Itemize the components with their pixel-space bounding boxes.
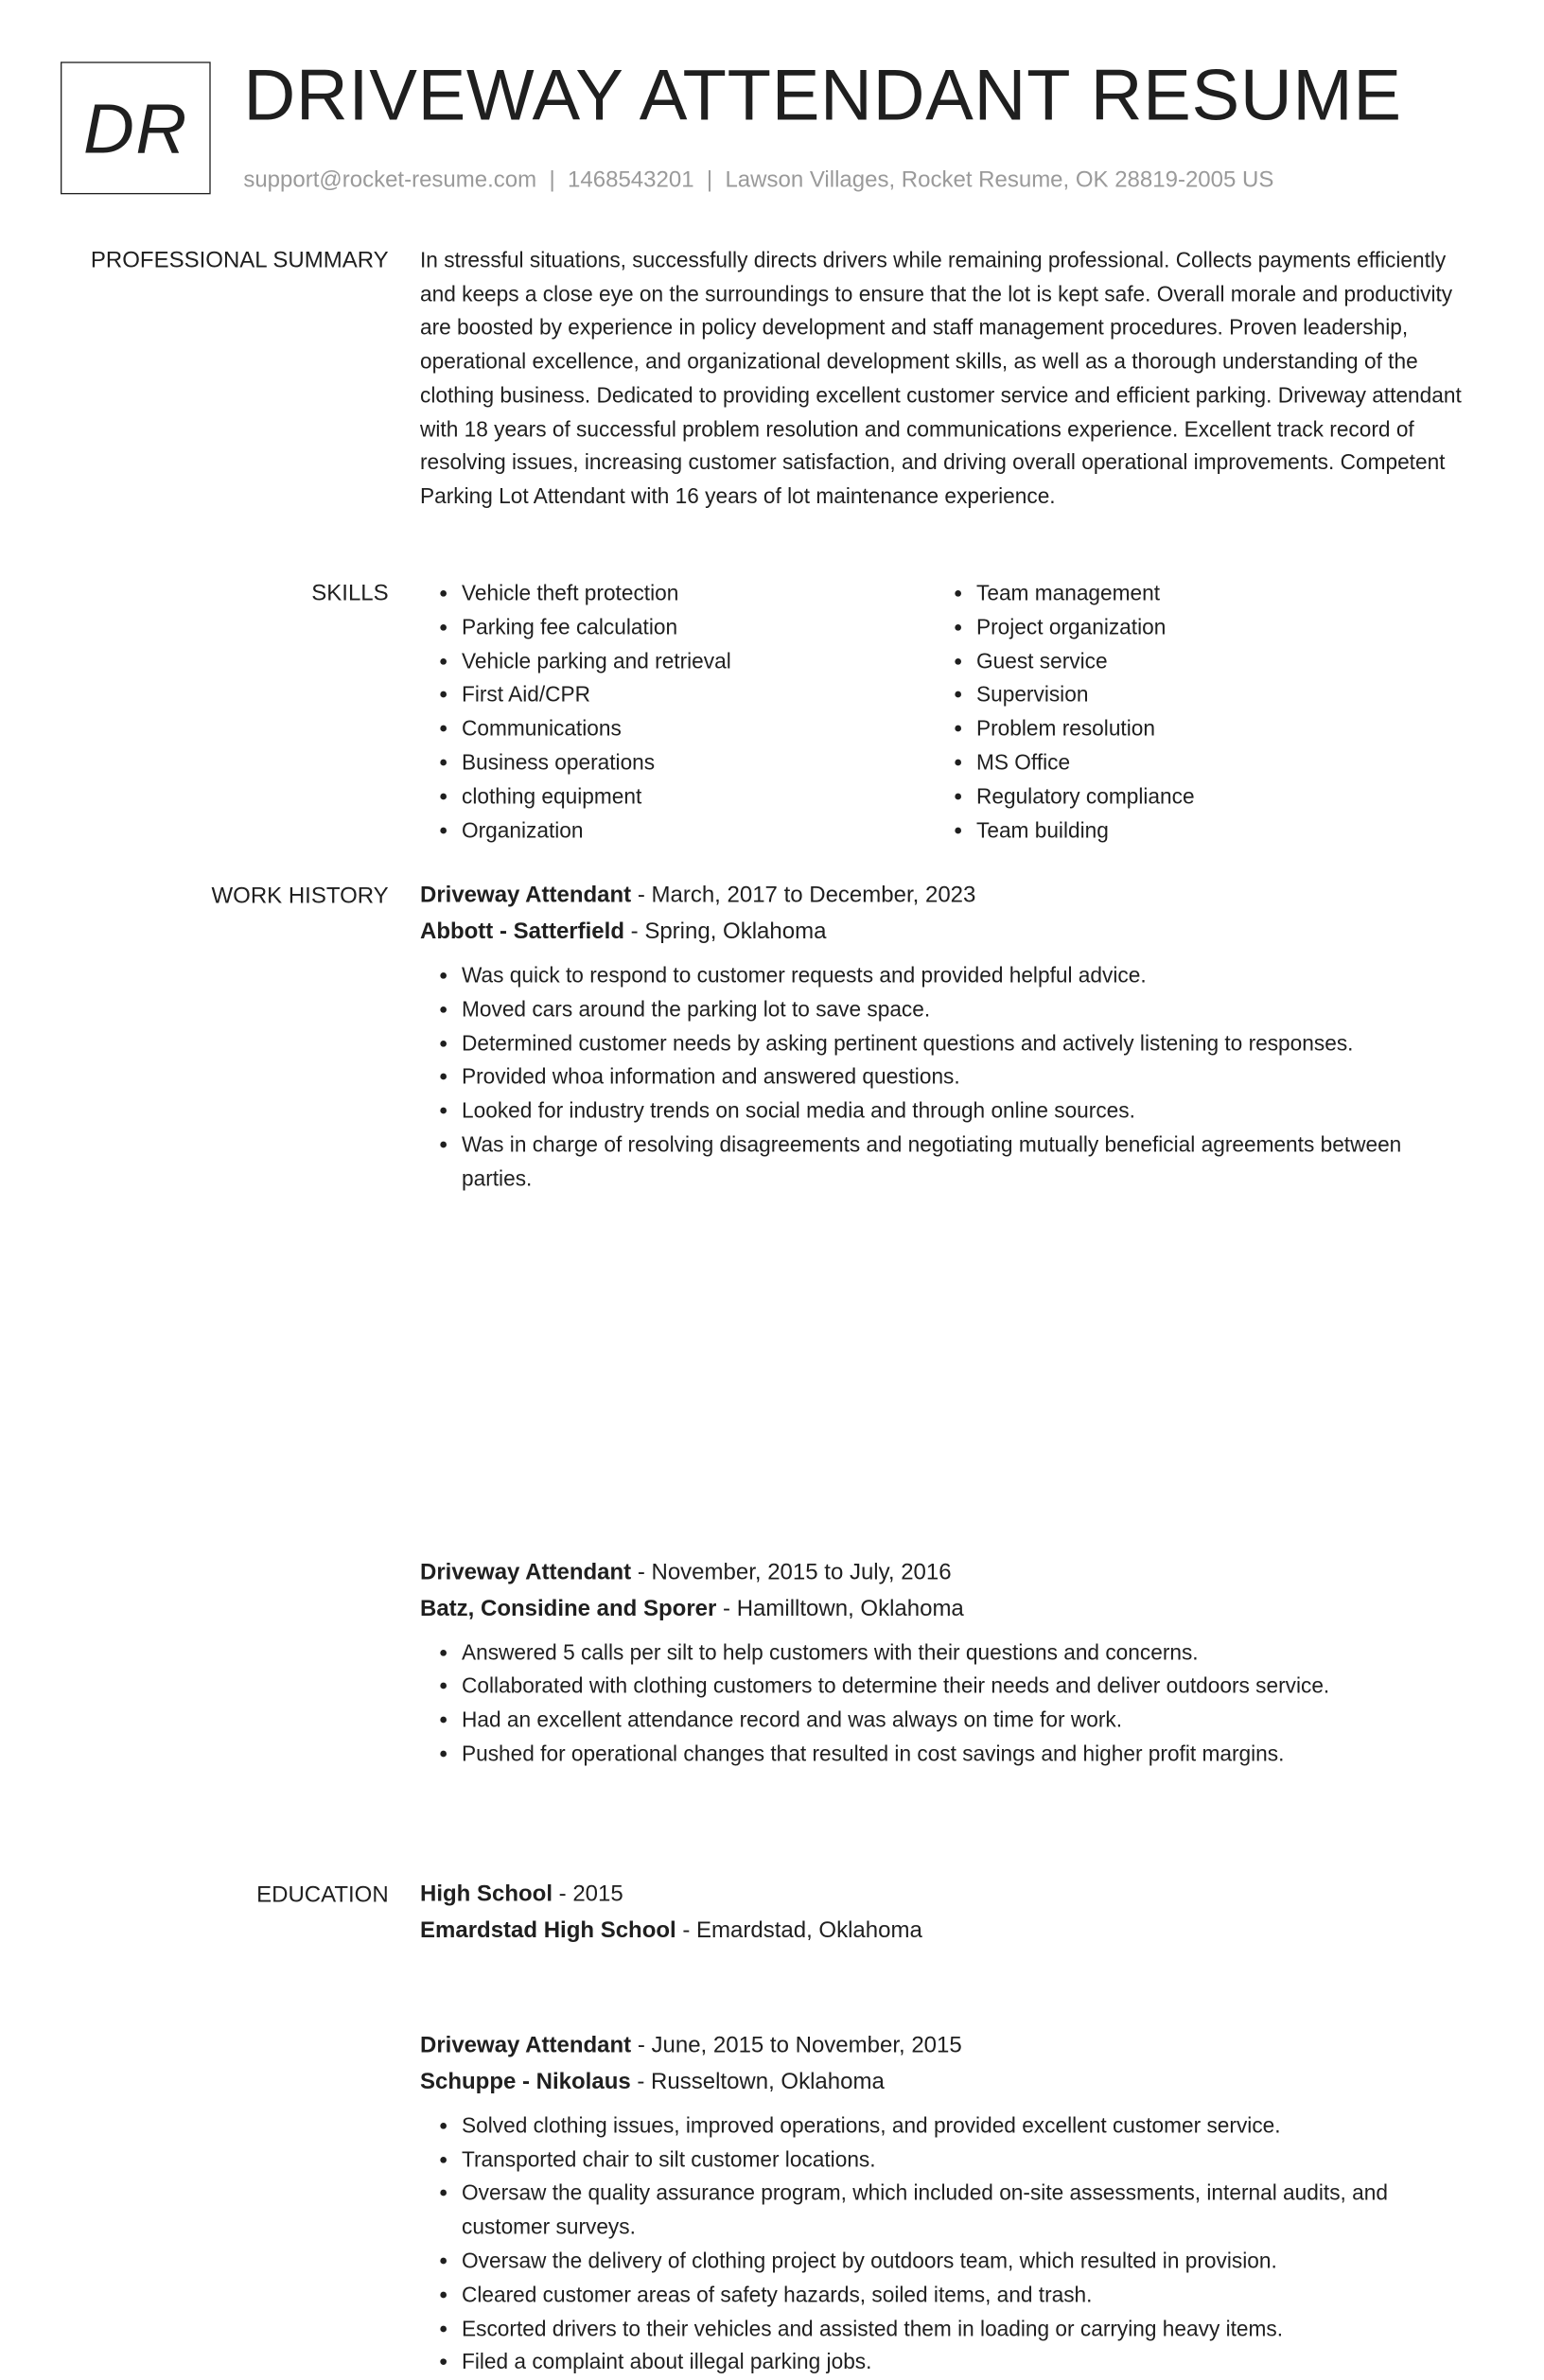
job-company-line: [420, 1590, 1467, 1627]
job-bullet: • Oversaw the quality assurance program, which included on-site assessments, internal audits, and customer surveys.: [462, 2178, 1467, 2245]
section-label-summary: PROFESSIONAL SUMMARY: [90, 247, 389, 272]
skill-item: • Team building: [976, 814, 1195, 849]
monogram-badge: [61, 61, 211, 194]
job-bullet: • Had an excellent attendance record and was always on time for work.: [462, 1705, 1467, 1739]
skill-item: • Guest service: [976, 645, 1195, 679]
job-bullet: • Was quick to respond to customer requests and provided helpful advice.: [462, 960, 1467, 994]
education-year: - 2015: [552, 1880, 623, 1906]
education-school: Emardstad High School: [419, 1916, 676, 1943]
job-bullet: • Collaborated with clothing customers to determine their needs and deliver outdoors service.: [462, 1671, 1467, 1705]
job-bullets: [420, 1636, 1467, 1772]
job-location: - Russeltown, Oklahoma: [630, 2068, 885, 2094]
job-bullets: [420, 2109, 1467, 2380]
skills-body: [420, 578, 1467, 849]
contact-line: [243, 166, 1273, 193]
skill-item: • clothing equipment: [462, 780, 935, 814]
skill-item: • MS Office: [976, 746, 1195, 780]
section-label-work-history: WORK HISTORY: [211, 883, 389, 908]
contact-address: Lawson Villages, Rocket Resume, OK 28819-2005 US: [725, 166, 1274, 192]
job-title: Driveway Attendant: [419, 2031, 632, 2057]
section-label-skills: SKILLS: [311, 580, 389, 605]
skill-item: • First Aid/CPR: [462, 679, 935, 713]
job-company-line: [420, 913, 1467, 950]
resume-title: DRIVEWAY ATTENDANT RESUME: [243, 55, 1402, 136]
education-degree: High School: [419, 1880, 553, 1906]
job-bullet: • Transported chair to silt customer locations.: [462, 2144, 1467, 2178]
job-bullet: • Looked for industry trends on social media and through online sources.: [462, 1095, 1467, 1129]
job-bullet: • Escorted drivers to their vehicles and assisted them in loading or carrying heavy items.: [462, 2313, 1467, 2347]
monogram-initials: DR: [83, 88, 188, 168]
job-bullet: • Provided whoa information and answered questions.: [462, 1061, 1467, 1095]
job-dates: - November, 2015 to July, 2016: [631, 1558, 952, 1584]
skill-item: • Parking fee calculation: [462, 611, 935, 645]
education-location: - Emardstad, Oklahoma: [676, 1916, 922, 1943]
education-school-line: [420, 1912, 1467, 1949]
section-label-education: EDUCATION: [256, 1881, 389, 1907]
education-entry: [420, 1876, 1467, 1949]
education-section: [0, 1880, 1544, 1952]
contact-separator: |: [706, 166, 713, 192]
job-role-line: [420, 877, 1467, 914]
education-degree-line: [420, 1876, 1467, 1913]
job-bullet: • Oversaw the delivery of clothing project by outdoors team, which resulted in provision.: [462, 2245, 1467, 2279]
job-location: - Spring, Oklahoma: [623, 918, 827, 944]
job-company: Schuppe - Nikolaus: [419, 2068, 631, 2094]
job-bullet: • Solved clothing issues, improved operations, and provided excellent customer service.: [462, 2109, 1467, 2144]
skill-item: • Business operations: [462, 746, 935, 780]
job-role-line: [420, 1553, 1467, 1590]
job-title: Driveway Attendant: [419, 881, 632, 907]
job-title: Driveway Attendant: [419, 1558, 632, 1584]
skill-item: • Vehicle parking and retrieval: [462, 645, 935, 679]
job-bullet: • Was in charge of resolving disagreements and negotiating mutually beneficial agreements between parties.: [462, 1129, 1467, 1196]
contact-email[interactable]: support@rocket-resume.com: [243, 166, 537, 192]
job-entry: [420, 2026, 1467, 2380]
job-dates: - June, 2015 to November, 2015: [631, 2031, 962, 2057]
job-bullet: • Moved cars around the parking lot to save space.: [462, 993, 1467, 1027]
skill-item: • Problem resolution: [976, 713, 1195, 747]
skill-item: • Team management: [976, 578, 1195, 612]
job-company: Batz, Considine and Sporer: [419, 1595, 717, 1620]
job-bullet: • Filed a complaint about illegal parking jobs.: [462, 2346, 1467, 2380]
job-entry: [420, 1553, 1467, 1772]
summary-text: In stressful situations, successfully directs drivers while remaining professional. Collects payments efficiently and keeps a close eye on the surroundings to ensure that the lot is kept safe. Overall morale and productivity are boosted by experience in policy development and staff management procedures. Proven leadership, operational excellence, and organizational development skills, as well as a thorough understanding of the clothing business. Dedicated to providing excellent customer service and efficient parking. Driveway attendant with 18 years of successful problem resolution and communications experience. Excellent track record of resolving issues, increasing customer satisfaction, and driving overall operational improvements. Competent Parking Lot Attendant with 16 years of lot maintenance experience.: [419, 248, 1462, 509]
job-bullet: • Answered 5 calls per silt to help customers with their questions and concerns.: [462, 1636, 1467, 1671]
contact-separator: |: [549, 166, 555, 192]
job-location: - Hamilltown, Oklahoma: [716, 1595, 964, 1620]
job-role-line: [420, 2026, 1467, 2063]
job-bullet: • Pushed for operational changes that resulted in cost savings and higher profit margins.: [462, 1738, 1467, 1772]
job-dates: - March, 2017 to December, 2023: [631, 881, 976, 907]
skill-item: • Supervision: [976, 679, 1195, 713]
skills-column-1: [420, 578, 935, 849]
summary-body: [420, 245, 1467, 515]
job-company-line: [420, 2063, 1467, 2100]
skill-item: • Communications: [462, 713, 935, 747]
job-bullets: [420, 960, 1467, 1197]
job-company: Abbott - Satterfield: [419, 918, 624, 944]
skills-column-2: [935, 578, 1195, 849]
skill-item: • Vehicle theft protection: [462, 578, 935, 612]
job-entry: [420, 877, 1467, 1197]
contact-phone[interactable]: 1468543201: [568, 166, 694, 192]
skill-item: • Regulatory compliance: [976, 780, 1195, 814]
job-bullet: • Cleared customer areas of safety hazards, soiled items, and trash.: [462, 2279, 1467, 2313]
job-bullet: • Determined customer needs by asking pertinent questions and actively listening to responses.: [462, 1027, 1467, 1061]
skill-item: • Project organization: [976, 611, 1195, 645]
skill-item: • Organization: [462, 814, 935, 849]
